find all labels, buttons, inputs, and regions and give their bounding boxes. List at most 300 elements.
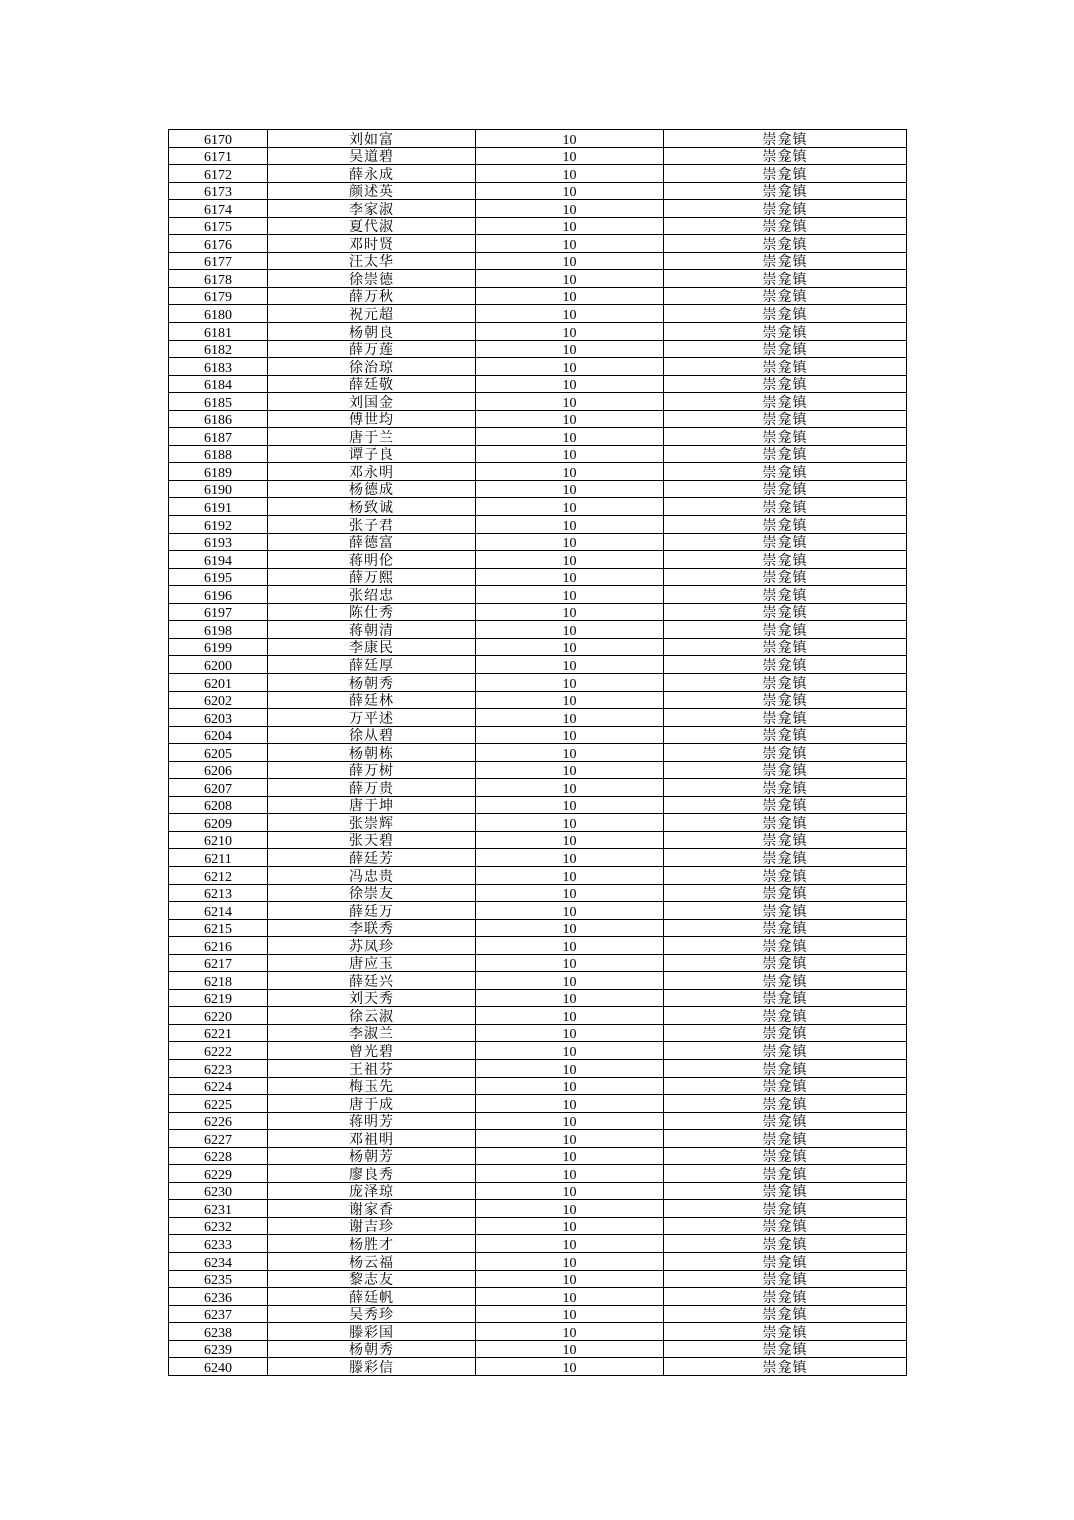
town-cell: 崇龛镇 [664, 937, 907, 955]
amount-cell: 10 [476, 270, 664, 288]
town-cell: 崇龛镇 [664, 480, 907, 498]
name-cell: 薛万树 [268, 761, 476, 779]
amount-cell: 10 [476, 358, 664, 376]
row-number-cell: 6227 [169, 1130, 268, 1148]
town-cell: 崇龛镇 [664, 533, 907, 551]
town-cell: 崇龛镇 [664, 884, 907, 902]
amount-cell: 10 [476, 1200, 664, 1218]
name-cell: 薛永成 [268, 165, 476, 183]
table-row [169, 252, 907, 270]
town-cell: 崇龛镇 [664, 287, 907, 305]
name-cell: 唐于成 [268, 1095, 476, 1113]
table-row [169, 1112, 907, 1130]
row-number-cell: 6222 [169, 1042, 268, 1060]
amount-cell: 10 [476, 340, 664, 358]
table-row [169, 1358, 907, 1376]
row-number-cell: 6170 [169, 130, 268, 148]
name-cell: 李联秀 [268, 919, 476, 937]
name-cell: 张天碧 [268, 831, 476, 849]
amount-cell: 10 [476, 691, 664, 709]
amount-cell: 10 [476, 1235, 664, 1253]
table-row [169, 726, 907, 744]
table-row [169, 498, 907, 516]
name-cell: 杨胜才 [268, 1235, 476, 1253]
row-number-cell: 6218 [169, 972, 268, 990]
name-cell: 唐于坤 [268, 796, 476, 814]
town-cell: 崇龛镇 [664, 498, 907, 516]
town-cell: 崇龛镇 [664, 744, 907, 762]
row-number-cell: 6215 [169, 919, 268, 937]
amount-cell: 10 [476, 1147, 664, 1165]
name-cell: 李家淑 [268, 200, 476, 218]
table-row [169, 375, 907, 393]
name-cell: 薛廷厚 [268, 656, 476, 674]
town-cell: 崇龛镇 [664, 831, 907, 849]
name-cell: 杨致诚 [268, 498, 476, 516]
amount-cell: 10 [476, 445, 664, 463]
table-row [169, 709, 907, 727]
table-row [169, 586, 907, 604]
name-cell: 梅玉先 [268, 1077, 476, 1095]
table-row [169, 1253, 907, 1271]
table-row [169, 480, 907, 498]
table-row [169, 638, 907, 656]
town-cell: 崇龛镇 [664, 1340, 907, 1358]
town-cell: 崇龛镇 [664, 761, 907, 779]
amount-cell: 10 [476, 568, 664, 586]
amount-cell: 10 [476, 1253, 664, 1271]
amount-cell: 10 [476, 656, 664, 674]
table-row [169, 761, 907, 779]
amount-cell: 10 [476, 287, 664, 305]
amount-cell: 10 [476, 779, 664, 797]
amount-cell: 10 [476, 1288, 664, 1306]
row-number-cell: 6207 [169, 779, 268, 797]
name-cell: 李淑兰 [268, 1024, 476, 1042]
name-cell: 邓永明 [268, 463, 476, 481]
amount-cell: 10 [476, 1340, 664, 1358]
town-cell: 崇龛镇 [664, 1077, 907, 1095]
name-cell: 黎志友 [268, 1270, 476, 1288]
amount-cell: 10 [476, 814, 664, 832]
town-cell: 崇龛镇 [664, 340, 907, 358]
table-row [169, 1305, 907, 1323]
table-row [169, 691, 907, 709]
name-cell: 滕彩信 [268, 1358, 476, 1376]
table-row [169, 1200, 907, 1218]
table-row [169, 1007, 907, 1025]
table-row [169, 779, 907, 797]
town-cell: 崇龛镇 [664, 358, 907, 376]
town-cell: 崇龛镇 [664, 1288, 907, 1306]
amount-cell: 10 [476, 1130, 664, 1148]
town-cell: 崇龛镇 [664, 849, 907, 867]
table-row [169, 1042, 907, 1060]
town-cell: 崇龛镇 [664, 1112, 907, 1130]
town-cell: 崇龛镇 [664, 1235, 907, 1253]
name-cell: 刘国金 [268, 393, 476, 411]
name-cell: 杨朝秀 [268, 673, 476, 691]
row-number-cell: 6216 [169, 937, 268, 955]
name-cell: 苏凤珍 [268, 937, 476, 955]
name-cell: 薛万莲 [268, 340, 476, 358]
row-number-cell: 6179 [169, 287, 268, 305]
row-number-cell: 6183 [169, 358, 268, 376]
row-number-cell: 6210 [169, 831, 268, 849]
name-cell: 冯忠贵 [268, 866, 476, 884]
amount-cell: 10 [476, 796, 664, 814]
table-row [169, 1165, 907, 1183]
table-row [169, 1024, 907, 1042]
row-number-cell: 6184 [169, 375, 268, 393]
amount-cell: 10 [476, 323, 664, 341]
row-number-cell: 6177 [169, 252, 268, 270]
amount-cell: 10 [476, 1042, 664, 1060]
amount-cell: 10 [476, 516, 664, 534]
name-cell: 徐从碧 [268, 726, 476, 744]
town-cell: 崇龛镇 [664, 270, 907, 288]
amount-cell: 10 [476, 182, 664, 200]
row-number-cell: 6239 [169, 1340, 268, 1358]
name-cell: 薛德富 [268, 533, 476, 551]
town-cell: 崇龛镇 [664, 1253, 907, 1271]
row-number-cell: 6224 [169, 1077, 268, 1095]
town-cell: 崇龛镇 [664, 130, 907, 148]
row-number-cell: 6181 [169, 323, 268, 341]
row-number-cell: 6206 [169, 761, 268, 779]
town-cell: 崇龛镇 [664, 147, 907, 165]
town-cell: 崇龛镇 [664, 656, 907, 674]
row-number-cell: 6212 [169, 866, 268, 884]
table-row [169, 1235, 907, 1253]
row-number-cell: 6225 [169, 1095, 268, 1113]
table-row [169, 305, 907, 323]
amount-cell: 10 [476, 709, 664, 727]
row-number-cell: 6186 [169, 410, 268, 428]
name-cell: 杨朝良 [268, 323, 476, 341]
amount-cell: 10 [476, 1059, 664, 1077]
table-row [169, 428, 907, 446]
town-cell: 崇龛镇 [664, 516, 907, 534]
name-cell: 蒋明芳 [268, 1112, 476, 1130]
town-cell: 崇龛镇 [664, 568, 907, 586]
amount-cell: 10 [476, 147, 664, 165]
town-cell: 崇龛镇 [664, 182, 907, 200]
row-number-cell: 6209 [169, 814, 268, 832]
row-number-cell: 6202 [169, 691, 268, 709]
amount-cell: 10 [476, 1024, 664, 1042]
row-number-cell: 6196 [169, 586, 268, 604]
amount-cell: 10 [476, 551, 664, 569]
town-cell: 崇龛镇 [664, 919, 907, 937]
table-row [169, 393, 907, 411]
table-row [169, 989, 907, 1007]
amount-cell: 10 [476, 375, 664, 393]
name-cell: 徐崇德 [268, 270, 476, 288]
town-cell: 崇龛镇 [664, 200, 907, 218]
row-number-cell: 6194 [169, 551, 268, 569]
table-row [169, 533, 907, 551]
name-cell: 张子君 [268, 516, 476, 534]
table-row [169, 165, 907, 183]
row-number-cell: 6174 [169, 200, 268, 218]
table-row [169, 235, 907, 253]
table-row [169, 1147, 907, 1165]
row-number-cell: 6195 [169, 568, 268, 586]
town-cell: 崇龛镇 [664, 393, 907, 411]
row-number-cell: 6236 [169, 1288, 268, 1306]
town-cell: 崇龛镇 [664, 1042, 907, 1060]
row-number-cell: 6182 [169, 340, 268, 358]
row-number-cell: 6199 [169, 638, 268, 656]
amount-cell: 10 [476, 761, 664, 779]
table-row [169, 954, 907, 972]
table-row [169, 814, 907, 832]
name-cell: 祝元超 [268, 305, 476, 323]
row-number-cell: 6208 [169, 796, 268, 814]
table-row [169, 287, 907, 305]
amount-cell: 10 [476, 1165, 664, 1183]
amount-cell: 10 [476, 673, 664, 691]
row-number-cell: 6221 [169, 1024, 268, 1042]
row-number-cell: 6185 [169, 393, 268, 411]
row-number-cell: 6211 [169, 849, 268, 867]
name-cell: 傅世均 [268, 410, 476, 428]
row-number-cell: 6204 [169, 726, 268, 744]
table-row [169, 1130, 907, 1148]
town-cell: 崇龛镇 [664, 673, 907, 691]
table-row [169, 796, 907, 814]
town-cell: 崇龛镇 [664, 217, 907, 235]
amount-cell: 10 [476, 200, 664, 218]
town-cell: 崇龛镇 [664, 305, 907, 323]
town-cell: 崇龛镇 [664, 1059, 907, 1077]
name-cell: 徐崇友 [268, 884, 476, 902]
row-number-cell: 6228 [169, 1147, 268, 1165]
town-cell: 崇龛镇 [664, 165, 907, 183]
name-cell: 徐云淑 [268, 1007, 476, 1025]
row-number-cell: 6191 [169, 498, 268, 516]
name-cell: 吴道碧 [268, 147, 476, 165]
name-cell: 汪太华 [268, 252, 476, 270]
row-number-cell: 6232 [169, 1217, 268, 1235]
town-cell: 崇龛镇 [664, 1305, 907, 1323]
table-row [169, 1182, 907, 1200]
town-cell: 崇龛镇 [664, 375, 907, 393]
row-number-cell: 6192 [169, 516, 268, 534]
town-cell: 崇龛镇 [664, 691, 907, 709]
amount-cell: 10 [476, 603, 664, 621]
name-cell: 廖良秀 [268, 1165, 476, 1183]
amount-cell: 10 [476, 849, 664, 867]
amount-cell: 10 [476, 831, 664, 849]
table-row [169, 270, 907, 288]
name-cell: 曾光碧 [268, 1042, 476, 1060]
name-cell: 庞泽琼 [268, 1182, 476, 1200]
table-row [169, 551, 907, 569]
name-cell: 杨德成 [268, 480, 476, 498]
town-cell: 崇龛镇 [664, 638, 907, 656]
amount-cell: 10 [476, 1077, 664, 1095]
table-row [169, 744, 907, 762]
table-row [169, 1323, 907, 1341]
amount-cell: 10 [476, 1323, 664, 1341]
amount-cell: 10 [476, 884, 664, 902]
row-number-cell: 6237 [169, 1305, 268, 1323]
name-cell: 薛万秋 [268, 287, 476, 305]
town-cell: 崇龛镇 [664, 1182, 907, 1200]
table-row [169, 340, 907, 358]
amount-cell: 10 [476, 919, 664, 937]
table-row [169, 445, 907, 463]
row-number-cell: 6240 [169, 1358, 268, 1376]
town-cell: 崇龛镇 [664, 621, 907, 639]
row-number-cell: 6188 [169, 445, 268, 463]
name-cell: 陈仕秀 [268, 603, 476, 621]
row-number-cell: 6229 [169, 1165, 268, 1183]
row-number-cell: 6203 [169, 709, 268, 727]
town-cell: 崇龛镇 [664, 252, 907, 270]
row-number-cell: 6201 [169, 673, 268, 691]
table-row [169, 621, 907, 639]
town-cell: 崇龛镇 [664, 1007, 907, 1025]
row-number-cell: 6223 [169, 1059, 268, 1077]
table-row [169, 656, 907, 674]
table-row [169, 603, 907, 621]
name-cell: 薛廷万 [268, 902, 476, 920]
amount-cell: 10 [476, 463, 664, 481]
row-number-cell: 6238 [169, 1323, 268, 1341]
row-number-cell: 6230 [169, 1182, 268, 1200]
table-row [169, 1077, 907, 1095]
row-number-cell: 6220 [169, 1007, 268, 1025]
name-cell: 李康民 [268, 638, 476, 656]
table-row [169, 1059, 907, 1077]
table-row [169, 1288, 907, 1306]
amount-cell: 10 [476, 480, 664, 498]
name-cell: 刘天秀 [268, 989, 476, 1007]
town-cell: 崇龛镇 [664, 796, 907, 814]
row-number-cell: 6200 [169, 656, 268, 674]
table-row [169, 1217, 907, 1235]
amount-cell: 10 [476, 1182, 664, 1200]
amount-cell: 10 [476, 393, 664, 411]
name-cell: 邓时贤 [268, 235, 476, 253]
table-row [169, 972, 907, 990]
row-number-cell: 6214 [169, 902, 268, 920]
town-cell: 崇龛镇 [664, 814, 907, 832]
town-cell: 崇龛镇 [664, 709, 907, 727]
name-cell: 张崇辉 [268, 814, 476, 832]
name-cell: 蒋明伦 [268, 551, 476, 569]
table-row [169, 568, 907, 586]
name-cell: 唐于兰 [268, 428, 476, 446]
amount-cell: 10 [476, 1112, 664, 1130]
amount-cell: 10 [476, 533, 664, 551]
amount-cell: 10 [476, 989, 664, 1007]
table-row [169, 1095, 907, 1113]
amount-cell: 10 [476, 1007, 664, 1025]
table-row [169, 516, 907, 534]
name-cell: 薛廷敬 [268, 375, 476, 393]
amount-cell: 10 [476, 235, 664, 253]
town-cell: 崇龛镇 [664, 445, 907, 463]
row-number-cell: 6197 [169, 603, 268, 621]
town-cell: 崇龛镇 [664, 902, 907, 920]
town-cell: 崇龛镇 [664, 1270, 907, 1288]
amount-cell: 10 [476, 1358, 664, 1376]
name-cell: 薛廷林 [268, 691, 476, 709]
name-cell: 吴秀珍 [268, 1305, 476, 1323]
amount-cell: 10 [476, 621, 664, 639]
town-cell: 崇龛镇 [664, 1323, 907, 1341]
town-cell: 崇龛镇 [664, 586, 907, 604]
row-number-cell: 6176 [169, 235, 268, 253]
row-number-cell: 6235 [169, 1270, 268, 1288]
amount-cell: 10 [476, 586, 664, 604]
amount-cell: 10 [476, 902, 664, 920]
town-cell: 崇龛镇 [664, 323, 907, 341]
table-row [169, 866, 907, 884]
town-cell: 崇龛镇 [664, 463, 907, 481]
amount-cell: 10 [476, 428, 664, 446]
amount-cell: 10 [476, 1217, 664, 1235]
town-cell: 崇龛镇 [664, 726, 907, 744]
amount-cell: 10 [476, 305, 664, 323]
name-cell: 颜述英 [268, 182, 476, 200]
name-cell: 刘如富 [268, 130, 476, 148]
row-number-cell: 6172 [169, 165, 268, 183]
table-row [169, 200, 907, 218]
row-number-cell: 6234 [169, 1253, 268, 1271]
name-cell: 杨云福 [268, 1253, 476, 1271]
roster-table [168, 129, 907, 1376]
row-number-cell: 6187 [169, 428, 268, 446]
name-cell: 唐应玉 [268, 954, 476, 972]
roster-table-body [169, 130, 907, 1376]
table-row [169, 919, 907, 937]
row-number-cell: 6226 [169, 1112, 268, 1130]
name-cell: 薛万熙 [268, 568, 476, 586]
amount-cell: 10 [476, 498, 664, 516]
table-row [169, 831, 907, 849]
name-cell: 蒋朝清 [268, 621, 476, 639]
row-number-cell: 6180 [169, 305, 268, 323]
town-cell: 崇龛镇 [664, 989, 907, 1007]
town-cell: 崇龛镇 [664, 954, 907, 972]
name-cell: 滕彩国 [268, 1323, 476, 1341]
name-cell: 薛万贵 [268, 779, 476, 797]
table-row [169, 1340, 907, 1358]
town-cell: 崇龛镇 [664, 1147, 907, 1165]
row-number-cell: 6190 [169, 480, 268, 498]
row-number-cell: 6213 [169, 884, 268, 902]
town-cell: 崇龛镇 [664, 428, 907, 446]
amount-cell: 10 [476, 954, 664, 972]
name-cell: 徐治琼 [268, 358, 476, 376]
town-cell: 崇龛镇 [664, 1130, 907, 1148]
amount-cell: 10 [476, 726, 664, 744]
amount-cell: 10 [476, 1270, 664, 1288]
amount-cell: 10 [476, 1305, 664, 1323]
amount-cell: 10 [476, 937, 664, 955]
row-number-cell: 6217 [169, 954, 268, 972]
town-cell: 崇龛镇 [664, 235, 907, 253]
table-row [169, 937, 907, 955]
name-cell: 杨朝秀 [268, 1340, 476, 1358]
table-row [169, 463, 907, 481]
town-cell: 崇龛镇 [664, 551, 907, 569]
